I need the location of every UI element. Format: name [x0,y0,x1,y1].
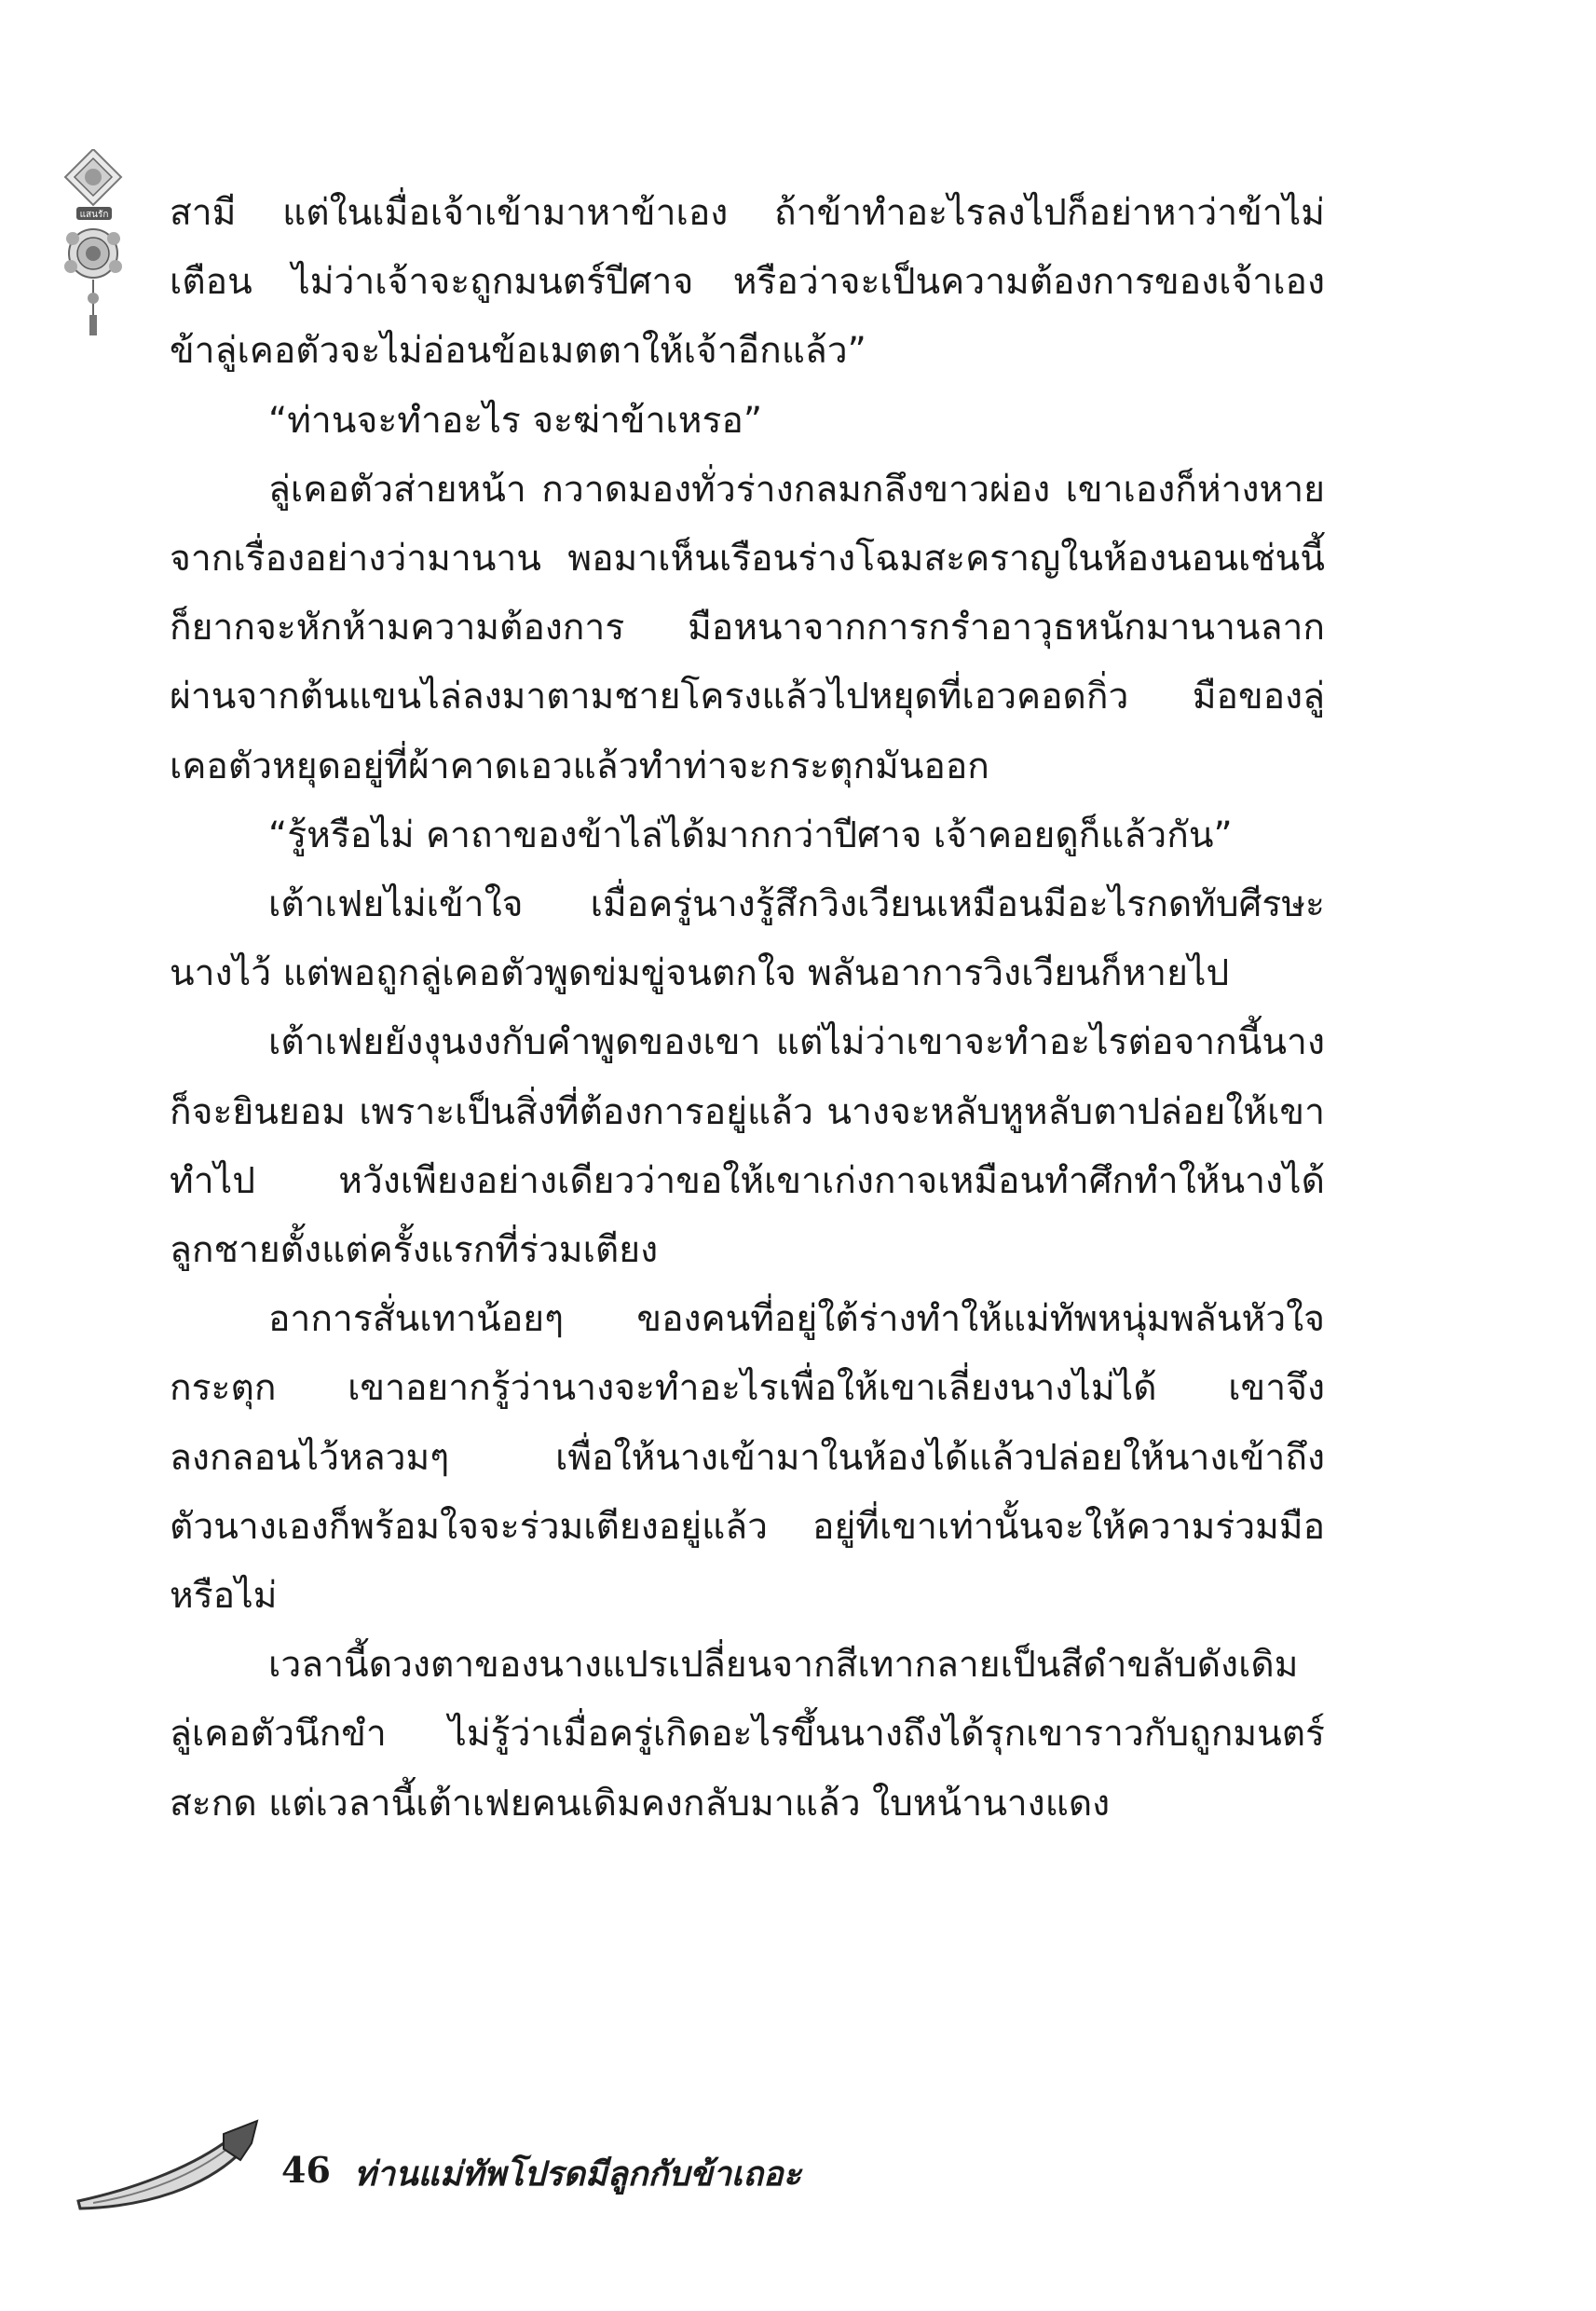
paragraph: อาการสั่นเทาน้อยๆ ของคนที่อยู่ใต้ร่างทำให้แม่ทัพหนุ่มพลันหัวใจกระตุก เขาอยากรู้ว่านางจะทำอะไรเพื่อให้เขาเลี่ยงนางไม่ได้ เขาจึงลงกลอนไว้หลวมๆ เพื่อให้นางเข้ามาในห้องได้แล้วปล่อยให้นางเข้าถึงตัวนางเองก็พร้อมใจจะร่วมเตียงอยู่แล้ว อยู่ที่เขาเท่านั้นจะให้ความร่วมมือหรือไม่ [170,1298,1325,1618]
paragraph: เต้าเฟยยังงุนงงกับคำพูดของเขา แต่ไม่ว่าเขาจะทำอะไรต่อจากนี้นางก็จะยินยอม เพราะเป็นสิ่งที่ต้องการอยู่แล้ว นางจะหลับหูหลับตาปล่อยให้เขาทำไป หวังเพียงอย่างเดียวว่าขอให้เขาเก่งกาจเหมือนทำศึกทำให้นางได้ลูกชายตั้งแต่ครั้งแรกที่ร่วมเตียง [170,1021,1325,1272]
thai-lotus-ornament-icon [63,149,166,354]
paragraph: สามี แต่ในเมื่อเจ้าเข้ามาหาข้าเอง ถ้าข้าทำอะไรลงไปก็อย่าหาว่าข้าไม่เตือน ไม่ว่าเจ้าจะถูกมนตร์ปีศาจ หรือว่าจะเป็นความต้องการของเจ้าเอง ข้าลู่เคอตัวจะไม่อ่อนข้อเมตตาให้เจ้าอีกแล้ว” [170,192,1325,373]
paragraph: เวลานี้ดวงตาของนางแปรเปลี่ยนจากสีเทากลายเป็นสีดำขลับดังเดิม ลู่เคอตัวนึกขำ ไม่รู้ว่าเมื่อครู่เกิดอะไรขึ้นนางถึงได้รุกเขาราวกับถูกมนตร์สะกด แต่เวลานี้เต้าเฟยคนเดิมคงกลับมาแล้ว ใบหน้านางแดง [170,1644,1325,1825]
ornament-label: แสนรัก [79,210,109,220]
body-text [170,179,1325,1839]
paragraph: ลู่เคอตัวส่ายหน้า กวาดมองทั่วร่างกลมกลึงขาวผ่อง เขาเองก็ห่างหายจากเรื่องอย่างว่ามานาน พอมาเห็นเรือนร่างโฉมสะคราญในห้องนอนเช่นนี้ก็ยากจะหักห้ามความต้องการ มือหนาจากการกรำอาวุธหนักมานานลากผ่านจากต้นแขนไล่ลงมาตามชายโครงแล้วไปหยุดที่เอวคอดกิ่ว มือของลู่เคอตัวหยุดอยู่ที่ผ้าคาดเอวแล้วทำท่าจะกระตุกมันออก [170,468,1325,787]
page-number: 46 [281,2149,331,2191]
book-title: ท่านแม่ทัพโปรดมีลูกกับข้าเถอะ [354,2154,801,2194]
page-footer [75,2115,913,2227]
blade-icon [75,2115,261,2218]
paragraph: เต้าเฟยไม่เข้าใจ เมื่อครู่นางรู้สึกวิงเวียนเหมือนมีอะไรกดทับศีรษะนางไว้ แต่พอถูกลู่เคอตัวพูดข่มขู่จนตกใจ พลันอาการวิงเวียนก็หายไป [170,883,1325,995]
paragraph: “ท่านจะทำอะไร จะฆ่าข้าเหรอ” [268,399,763,442]
paragraph: “รู้หรือไม่ คาถาของข้าไล่ได้มากกว่าปีศาจ เจ้าคอยดูก็แล้วกัน” [268,814,1233,856]
